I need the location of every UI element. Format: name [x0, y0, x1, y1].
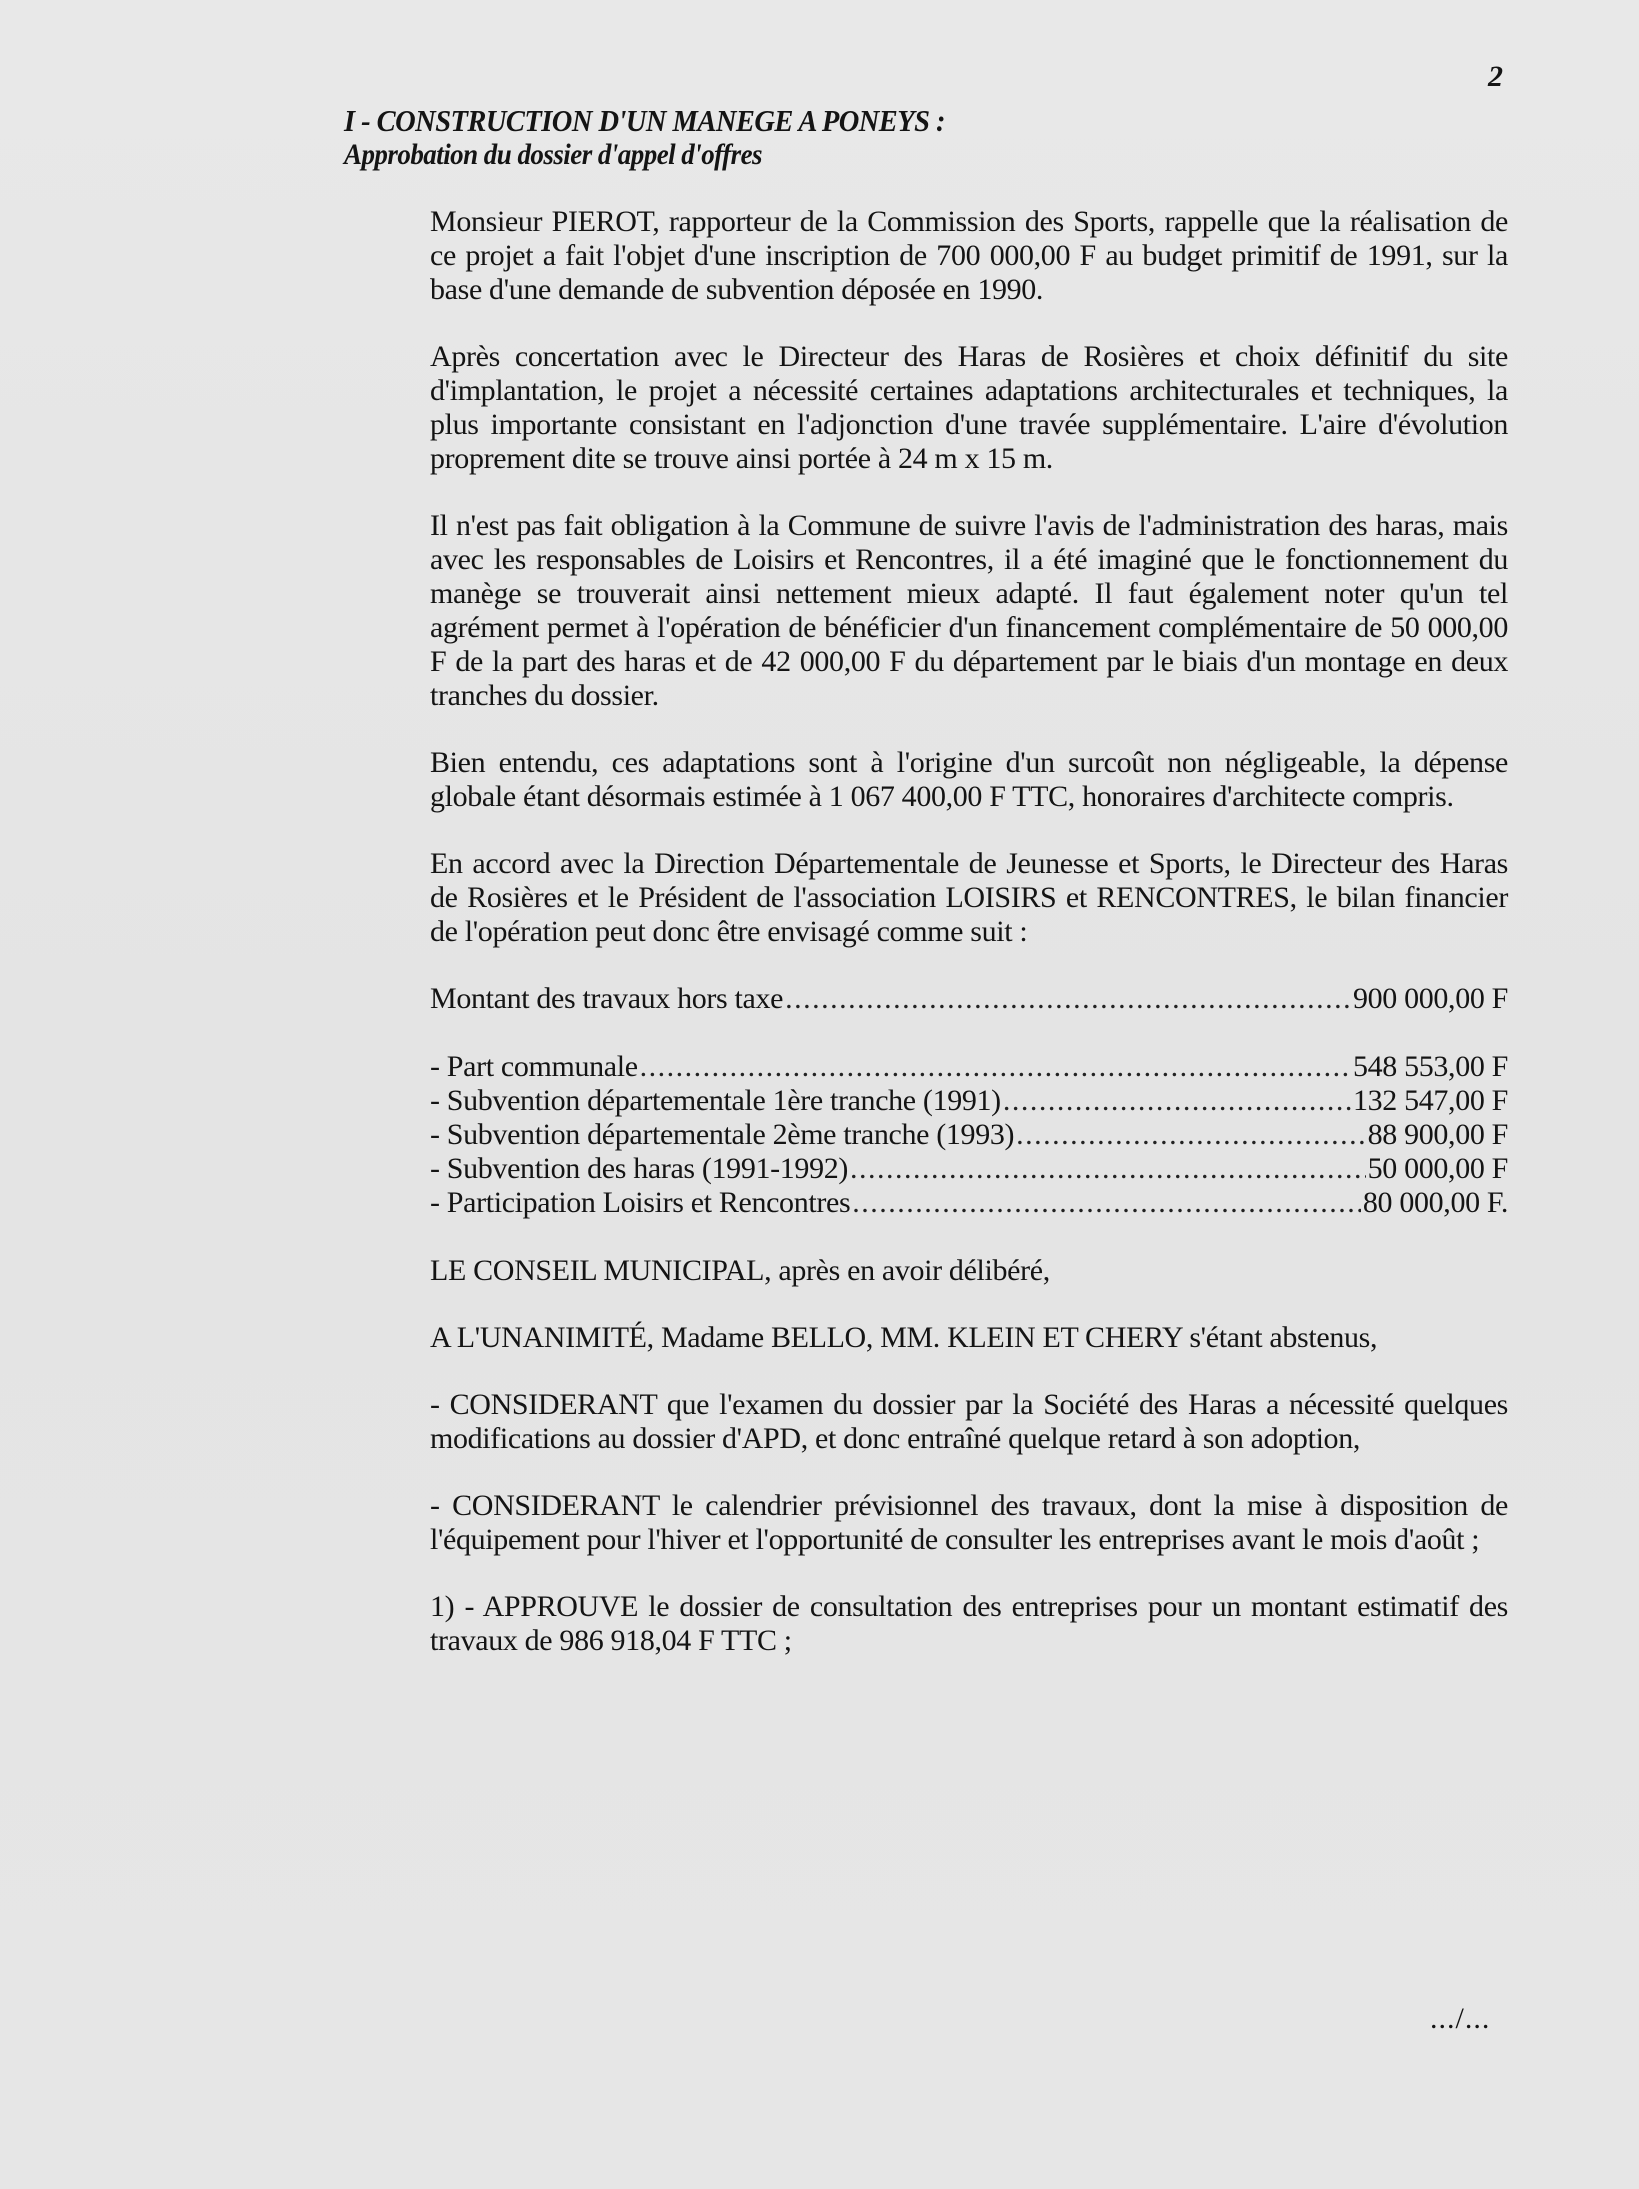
dot-leader	[852, 1186, 1361, 1220]
vote-result: A L'UNANIMITÉ, Madame BELLO, MM. KLEIN ET CHERY s'étant abstenus,	[430, 1321, 1378, 1354]
decision-approuve: 1) - APPROUVE le dossier de consultation des entreprises pour un montant estimatif des travaux de 986 918,04 F TTC ;	[430, 1590, 1508, 1657]
considerant-calendrier: - CONSIDERANT le calendrier prévisionnel des travaux, dont la mise à disposition de l'équipement pour l'hiver et l'opportunité de consulter les entreprises avant le mois d'août ;	[430, 1489, 1508, 1556]
dot-leader	[785, 982, 1351, 1016]
financial-amount: 548 553,00 F	[1353, 1050, 1508, 1083]
financial-label: - Participation Loisirs et Rencontres	[430, 1186, 851, 1219]
page-number: 2	[1488, 60, 1503, 93]
financial-label: - Subvention départementale 1ère tranche (1991)	[430, 1084, 1001, 1117]
financial-item-row	[430, 1118, 1508, 1152]
financial-amount: 88 900,00 F	[1367, 1118, 1508, 1151]
considerant-examen: - CONSIDERANT que l'examen du dossier par la Société des Haras a nécessité quelques modifications au dossier d'APD, et donc entraîné quelque retard à son adoption,	[430, 1388, 1508, 1455]
dot-leader	[1003, 1084, 1351, 1118]
dot-leader	[1016, 1118, 1366, 1152]
financial-item-row	[430, 1084, 1508, 1118]
section-subtitle: Approbation du dossier d'appel d'offres	[344, 138, 762, 171]
section-heading	[344, 104, 997, 172]
financial-amount: 900 000,00 F	[1353, 982, 1508, 1015]
financial-item-row	[430, 1050, 1508, 1084]
paragraph-obligation: Il n'est pas fait obligation à la Commune de suivre l'avis de l'administration des haras, mais avec les responsables de Loisirs et Rencontres, il a été imaginé que le fonctionnement du manège se trouverait ainsi nettement mieux adapté. Il faut également noter qu'un tel agrément permet à l'opération de bénéficier d'un financement complémentaire de 50 000,00 F de la part des haras et de 42 000,00 F du département par le biais d'un montage en deux tranches du dossier.	[430, 509, 1508, 712]
dot-leader	[850, 1152, 1366, 1186]
paragraph-concertation: Après concertation avec le Directeur des Haras de Rosières et choix définitif du site d'implantation, le projet a nécessité certaines adaptations architecturales et techniques, la plus importante consistant en l'adjonction d'une travée supplémentaire. L'aire d'évolution proprement dite se trouve ainsi portée à 24 m x 15 m.	[430, 340, 1508, 475]
financial-item-row	[430, 1152, 1508, 1186]
financial-total-row	[430, 982, 1508, 1016]
financial-label: - Subvention départementale 2ème tranche (1993)	[430, 1118, 1015, 1151]
paragraph-accord: En accord avec la Direction Départementale de Jeunesse et Sports, le Directeur des Haras de Rosières et le Président de l'association LOISIRS et RENCONTRES, le bilan financier de l'opération peut donc être envisagé comme suit :	[430, 847, 1508, 948]
financial-amount: 132 547,00 F	[1353, 1084, 1508, 1117]
document-body	[430, 205, 1508, 1691]
dot-leader	[640, 1050, 1351, 1084]
financial-label: - Part communale	[430, 1050, 638, 1083]
paragraph-surcout: Bien entendu, ces adaptations sont à l'origine d'un surcoût non négligeable, la dépense globale étant désormais estimée à 1 067 400,00 F TTC, honoraires d'architecte compris.	[430, 746, 1508, 813]
paragraph-budget-inscription: Monsieur PIEROT, rapporteur de la Commission des Sports, rappelle que la réalisation de ce projet a fait l'objet d'une inscription de 700 000,00 F au budget primitif de 1991, sur la base d'une demande de subvention déposée en 1990.	[430, 205, 1508, 306]
continuation-mark: .../...	[1430, 2002, 1491, 2035]
financial-amount: 80 000,00 F.	[1362, 1186, 1508, 1219]
deliberation-intro: LE CONSEIL MUNICIPAL, après en avoir délibéré,	[430, 1254, 1050, 1287]
financial-label: Montant des travaux hors taxe	[430, 982, 784, 1015]
financial-amount: 50 000,00 F	[1367, 1152, 1508, 1185]
financial-item-row	[430, 1186, 1508, 1220]
section-title: I - CONSTRUCTION D'UN MANEGE A PONEYS :	[344, 103, 945, 138]
financial-label: - Subvention des haras (1991-1992)	[430, 1152, 849, 1185]
financial-summary	[430, 982, 1508, 1220]
